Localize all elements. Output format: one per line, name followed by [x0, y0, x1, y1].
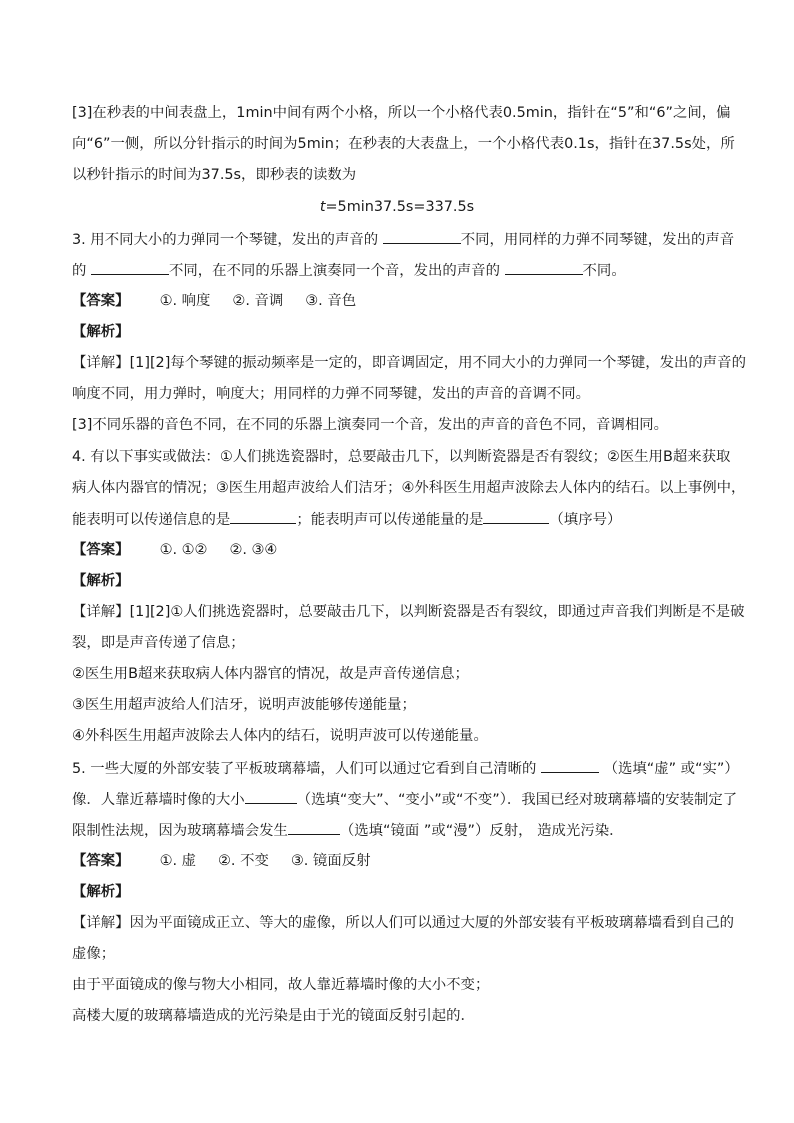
answer-blank	[288, 820, 340, 835]
q5-stem-part: （选填“变大”、“变小”或“不变”）．我国已经对玻璃幕墙的安装制定了	[296, 792, 738, 808]
q5-stem-line-1	[72, 758, 739, 779]
answer-label: 【答案】	[72, 542, 130, 558]
q3-answer	[72, 291, 356, 311]
analysis-label: 【解析】	[72, 324, 130, 340]
formula-expression: =5min37.5s=337.5s	[325, 199, 475, 215]
answer-label: 【答案】	[72, 293, 130, 309]
q5-detail-line-4: 高楼大厦的玻璃幕墙造成的光污染是由于光的镜面反射引起的．	[72, 1008, 475, 1024]
answer-blank	[91, 260, 169, 275]
answer-item: ①. 响度	[159, 293, 211, 309]
answer-blank	[541, 758, 599, 773]
answer-item: ②. 不变	[218, 853, 269, 869]
q3-stem-part: 不同，在不同的乐器上演奏同一个音，发出的声音的	[168, 263, 505, 279]
q4-stem-part: 能表明可以传递信息的是	[72, 512, 231, 528]
answer-blank	[505, 260, 583, 275]
q5-stem-part: 限制性法规，因为玻璃幕墙会发生	[72, 823, 288, 839]
q4-answer	[72, 540, 277, 560]
q4-stem-line-3	[72, 509, 621, 530]
q4-stem-part: ；能表明声可以传递能量的是	[296, 512, 484, 528]
answer-item: ①. ①②	[159, 542, 208, 558]
q4-stem-line-1: 4. 有以下事实或做法：①人们挑选瓷器时，总要敲击几下，以判断瓷器是否有裂纹；②医生用B超来获取	[72, 449, 731, 465]
q3-stem-line-2	[72, 260, 626, 281]
q4-stem-part: （填序号）	[549, 512, 622, 528]
q4-analysis-label	[72, 571, 130, 591]
q5-stem-part: 5. 一些大厦的外部安装了平板玻璃幕墙，人们可以通过它看到自己清晰的	[72, 761, 541, 777]
q5-detail-line-1: 【详解】因为平面镜成正立、等大的虚像，所以人们可以通过大厦的外部安装有平板玻璃幕墙看到自己的	[72, 915, 734, 931]
q2-formula	[0, 197, 794, 217]
q4-detail-line-2: 裂，即是声音传递了信息；	[72, 635, 245, 651]
q5-analysis-label	[72, 882, 130, 902]
answer-blank	[383, 229, 461, 244]
q4-detail-line-4: ③医生用超声波给人们洁牙，说明声波能够传递能量；	[72, 697, 416, 713]
answer-item: ②. ③④	[229, 542, 278, 558]
q3-stem-part: 的	[72, 263, 91, 279]
q2-analysis-line-2: 向“6”一侧，所以分针指示的时间为5min；在秒表的大表盘上，一个小格代表0.1s，指针在37.5s处，所	[72, 136, 735, 152]
q2-analysis-line-3: 以秒针指示的时间为37.5s，即秒表的读数为	[72, 167, 357, 183]
answer-label: 【答案】	[72, 853, 130, 869]
q5-stem-line-3	[72, 820, 624, 841]
q3-detail-line-3: [3]不同乐器的音色不同，在不同的乐器上演奏同一个音，发出的声音的音色不同，音调相同。	[72, 417, 669, 433]
analysis-label: 【解析】	[72, 884, 130, 900]
answer-blank	[245, 789, 297, 804]
formula-variable: t	[319, 199, 326, 215]
answer-blank	[483, 509, 549, 524]
analysis-label: 【解析】	[72, 573, 130, 589]
q5-detail-line-3: 由于平面镜成的像与物大小相同，故人靠近幕墙时像的大小不变；	[72, 977, 490, 993]
q4-stem-line-2: 病人体内器官的情况；③医生用超声波给人们洁牙；④外科医生用超声波除去人体内的结石。以上事例中，	[72, 480, 746, 496]
q5-detail-line-2: 虚像；	[72, 946, 116, 962]
q5-stem-line-2	[72, 789, 737, 810]
q5-stem-part: （选填“镜面 ”或“漫”）反射， 造成光污染．	[339, 823, 624, 839]
q2-analysis-line-1: [3]在秒表的中间表盘上，1min中间有两个小格，所以一个小格代表0.5min，指针在“5”和“6”之间，偏	[72, 105, 731, 121]
answer-item: ②. 音调	[232, 293, 284, 309]
q4-detail-line-1: 【详解】[1][2]①人们挑选瓷器时，总要敲击几下，以判断瓷器是否有裂纹，即通过声音我们判断是不是破	[72, 604, 745, 620]
answer-item: ③. 音色	[305, 293, 357, 309]
q3-stem-line-1	[72, 229, 734, 250]
q3-stem-part: 不同。	[582, 263, 626, 279]
q3-stem-part: 3. 用不同大小的力弹同一个琴键，发出的声音的	[72, 232, 383, 248]
answer-blank	[230, 509, 296, 524]
q4-detail-line-5: ④外科医生用超声波除去人体内的结石，说明声波可以传递能量。	[72, 728, 488, 744]
q3-detail-line-1: 【详解】[1][2]每个琴键的振动频率是一定的，即音调固定，用不同大小的力弹同一个琴键，发出的声音的	[72, 355, 746, 371]
q5-answer	[72, 851, 371, 871]
answer-item: ①. 虚	[159, 853, 197, 869]
q3-stem-part: 不同，用同样的力弹不同琴键，发出的声音	[460, 232, 735, 248]
q3-detail-line-2: 响度不同，用力弹时，响度大；用同样的力弹不同琴键，发出的声音的音调不同。	[72, 386, 591, 402]
q4-detail-line-3: ②医生用B超来获取病人体内器官的情况，故是声音传递信息；	[72, 666, 469, 682]
answer-item: ③. 镜面反射	[290, 853, 371, 869]
q5-stem-part: （选填“虚” 或“实”）	[599, 761, 739, 777]
q5-stem-part: 像．人靠近幕墙时像的大小	[72, 792, 245, 808]
q3-analysis-label	[72, 322, 130, 342]
